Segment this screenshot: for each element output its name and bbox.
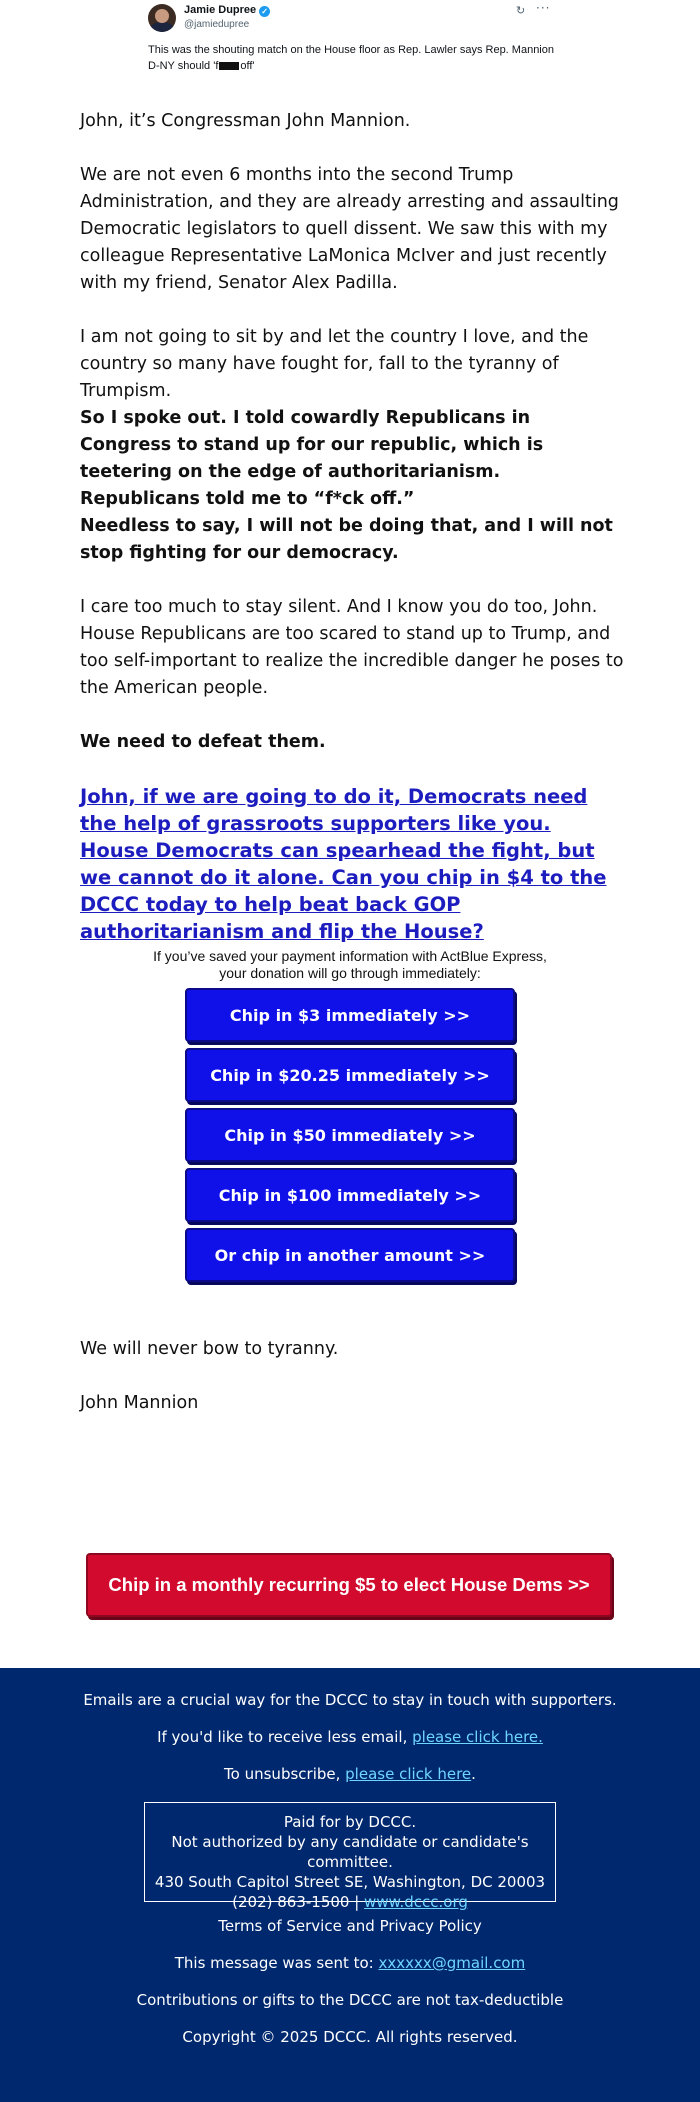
- chip-in-50-button[interactable]: Chip in $50 immediately >>: [185, 1108, 515, 1162]
- actblue-note: If you’ve saved your payment information with ActBlue Express, your donation will go through immediately:: [153, 948, 547, 981]
- greeting: John, it’s Congressman John Mannion.: [80, 111, 411, 131]
- dccc-website-link[interactable]: www.dccc.org: [364, 1893, 468, 1911]
- redaction-bar: [219, 62, 239, 70]
- chip-in-other-amount-button[interactable]: Or chip in another amount >>: [185, 1228, 515, 1282]
- cta-donate-link[interactable]: John, if we are going to do it, Democrats need the help of grassroots supporters like you. House Democrats can spearhead the fight, but we cannot do it alone. Can you chip in $4 to the DCCC today to help beat back GOP authoritarianism and flip the House?: [80, 785, 607, 943]
- chip-in-100-button[interactable]: Chip in $100 immediately >>: [185, 1168, 515, 1222]
- paid-for-box: Paid for by DCCC. Not authorized by any candidate or candidate's committee. 430 South Capitol Street SE, Washington, DC 20003 (202) 863-1500 | www.dccc.org: [144, 1802, 556, 1902]
- paragraph-4: Needless to say, I will not be doing that, and I will not stop fighting for our democracy.: [80, 516, 613, 563]
- verified-badge-icon: ✓: [259, 6, 270, 17]
- tweet-author-handle: @jamiedupree: [184, 19, 250, 30]
- paragraph-3: So I spoke out. I told cowardly Republicans in Congress to stand up for our republic, which is teetering on the edge of authoritarianism. Republicans told me to “f*ck off.”: [80, 408, 544, 509]
- tweet-avatar: [148, 4, 176, 32]
- tweet-text: This was the shouting match on the House floor as Rep. Lawler says Rep. Mannion D-NY should 'f off': [148, 44, 554, 72]
- unsubscribe-line: To unsubscribe, please click here.: [224, 1765, 476, 1783]
- less-email-line: If you'd like to receive less email, please click here.: [157, 1728, 543, 1746]
- unsubscribe-link[interactable]: please click here: [345, 1765, 472, 1783]
- more-options-icon[interactable]: ···: [536, 1, 551, 15]
- terms-privacy-link[interactable]: Terms of Service and Privacy Policy: [218, 1917, 482, 1935]
- less-email-link[interactable]: please click here.: [412, 1728, 543, 1746]
- copyright: Copyright © 2025 DCCC. All rights reserved.: [182, 2028, 518, 2046]
- footer-intro: Emails are a crucial way for the DCCC to stay in touch with supporters.: [83, 1691, 617, 1709]
- paragraph-1: We are not even 6 months into the second Trump Administration, and they are already arresting and assaulting Democratic legislators to quell dissent. We saw this with my colleague Representative LaMonica McIver and just recently with my friend, Senator Alex Padilla.: [80, 165, 619, 293]
- paragraph-5: I care too much to stay silent. And I know you do too, John. House Republicans are too scared to stand up to Trump, and too self-important to realize the incredible danger he poses to the American people.: [80, 597, 624, 698]
- grok-icon[interactable]: ↻: [516, 4, 526, 17]
- tax-notice: Contributions or gifts to the DCCC are not tax-deductible: [136, 1991, 564, 2009]
- chip-in-3-button[interactable]: Chip in $3 immediately >>: [185, 988, 515, 1042]
- chip-in-20-25-button[interactable]: Chip in $20.25 immediately >>: [185, 1048, 515, 1102]
- tweet-author-name: Jamie Dupree ✓: [184, 4, 270, 17]
- monthly-recurring-button[interactable]: Chip in a monthly recurring $5 to elect House Dems >>: [86, 1553, 612, 1617]
- embedded-tweet: [148, 0, 568, 90]
- sent-to-line: This message was sent to: xxxxxx@gmail.com: [174, 1954, 526, 1972]
- footer: [0, 1668, 700, 2102]
- closing-line: We will never bow to tyranny.: [80, 1339, 339, 1359]
- paragraph-6: We need to defeat them.: [80, 732, 326, 752]
- recipient-email-link[interactable]: xxxxxx@gmail.com: [378, 1954, 526, 1972]
- paragraph-2: I am not going to sit by and let the country I love, and the country so many have fought for, fall to the tyranny of Trumpism.: [80, 327, 589, 401]
- signature: John Mannion: [80, 1393, 199, 1413]
